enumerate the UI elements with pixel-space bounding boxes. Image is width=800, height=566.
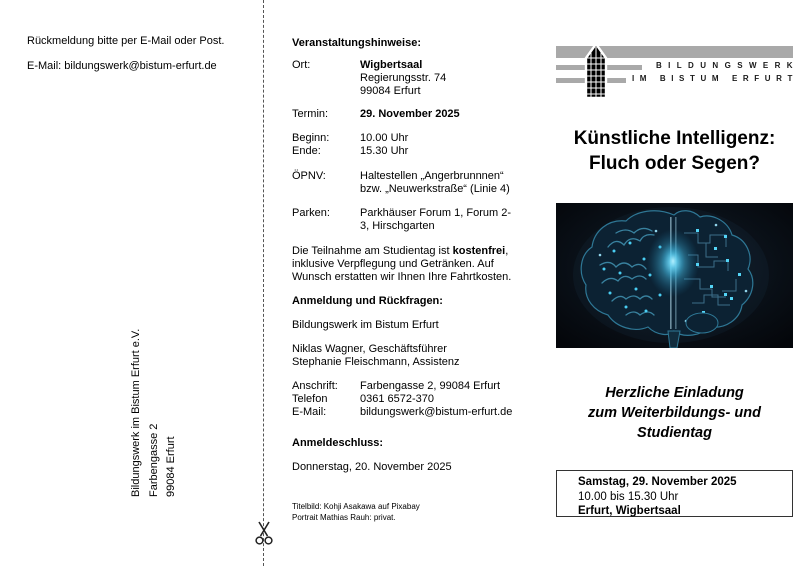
ort-label: Ort: (292, 59, 311, 71)
event-title (556, 126, 793, 176)
deadline-value: Donnerstag, 20. November 2025 (292, 461, 452, 473)
contact-person-1: Niklas Wagner, Geschäftsführer (292, 343, 447, 355)
email-label: E-Mail: (292, 406, 327, 418)
note-part1: Die Teilnahme am Studientag ist (292, 245, 453, 257)
invitation-line2: zum Weiterbildungs- und (588, 405, 761, 421)
sender-address-line1: Bildungswerk im Bistum Erfurt e.V. (130, 328, 142, 497)
anschrift-label: Anschrift: (292, 380, 338, 392)
event-date-box (556, 470, 793, 517)
sender-address-rotated (128, 315, 181, 497)
event-title-line2: Fluch oder Segen? (588, 153, 761, 174)
beginn-row (292, 132, 408, 145)
event-box-line1: Samstag, 29. November 2025 (578, 476, 737, 488)
event-title-line1: Künstliche Intelligenz: (573, 128, 776, 149)
parken-row (292, 207, 511, 233)
termin-row (292, 108, 460, 121)
reply-email: E-Mail: bildungswerk@bistum-erfurt.de (27, 60, 217, 72)
oepnv-value (360, 170, 510, 196)
beginn-label: Beginn: (292, 132, 330, 144)
telefon-row (292, 393, 434, 406)
beginn-value: 10.00 Uhr (360, 132, 409, 144)
note-bold: kostenfrei (452, 245, 506, 257)
oepnv-row (292, 170, 510, 196)
invitation-line3: Studientag (637, 425, 712, 441)
ende-value: 15.30 Uhr (360, 145, 409, 157)
parken-value (360, 207, 511, 233)
ort-line1: Wigbertsaal (360, 59, 423, 71)
bildungswerk-logo (556, 46, 799, 98)
ort-row (292, 59, 446, 98)
telefon-label: Telefon (292, 393, 328, 405)
participation-note (292, 245, 522, 284)
reply-note: Rückmeldung bitte per E-Mail oder Post. (27, 35, 225, 47)
image-credits (292, 501, 420, 523)
logo-text-line1: BILDUNGSWERK (655, 61, 799, 70)
parken-label: Parken: (292, 207, 330, 219)
email-value: bildungswerk@bistum-erfurt.de (360, 406, 513, 418)
contact-heading: Anmeldung und Rückfragen: (292, 295, 443, 307)
credits-line1: Titelbild: Kohji Asakawa auf Pixabay (292, 502, 420, 511)
contact-person-2: Stephanie Fleischmann, Assistenz (292, 356, 460, 368)
church-tower-icon (583, 42, 609, 105)
invitation-line1: Herzliche Einladung (605, 385, 744, 401)
ende-row (292, 145, 408, 158)
event-box-line3: Erfurt, Wigbertsaal (578, 505, 681, 517)
credits-line2: Portrait Mathias Rauh: privat. (292, 513, 396, 522)
fold-cut-line (263, 0, 264, 566)
anschrift-value: Farbengasse 2, 99084 Erfurt (360, 380, 501, 392)
termin-value: 29. November 2025 (360, 108, 460, 120)
sender-address-line2: Farbengasse 2 (147, 423, 160, 497)
scissors-icon (254, 521, 274, 547)
ort-line2: Regierungsstr. 74 (360, 72, 447, 84)
email-row (292, 406, 512, 419)
note-part2: , inklusive Verpflegung und Getränken. Auf Wunsch erstatten wir Ihnen Ihre Fahrtkosten. (292, 245, 512, 283)
sender-address-line3: 99084 Erfurt (165, 436, 177, 497)
oepnv-label: ÖPNV: (292, 170, 326, 182)
ort-value (360, 59, 446, 98)
telefon-value: 0361 6572-370 (360, 393, 435, 405)
termin-label: Termin: (292, 108, 329, 120)
ort-line3: 99084 Erfurt (360, 85, 421, 97)
oepnv-line2: bzw. „Neuwerkstraße“ (Linie 4) (360, 183, 510, 195)
parken-line2: 3, Hirschgarten (360, 220, 435, 232)
logo-text-line2: IM BISTUM ERFURT (631, 74, 798, 83)
anschrift-row (292, 380, 500, 393)
invitation-text (551, 383, 798, 443)
deadline-heading: Anmeldeschluss: (292, 437, 384, 449)
org-name: Bildungswerk im Bistum Erfurt (292, 319, 439, 331)
ende-label: Ende: (292, 145, 321, 157)
event-box-line2: 10.00 bis 15.30 Uhr (578, 490, 679, 503)
oepnv-line1: Haltestellen „Angerbrunnnen“ (360, 170, 504, 182)
circuit-brain-image (556, 203, 793, 348)
parken-line1: Parkhäuser Forum 1, Forum 2- (360, 207, 511, 219)
info-heading: Veranstaltungshinweise: (292, 37, 421, 49)
